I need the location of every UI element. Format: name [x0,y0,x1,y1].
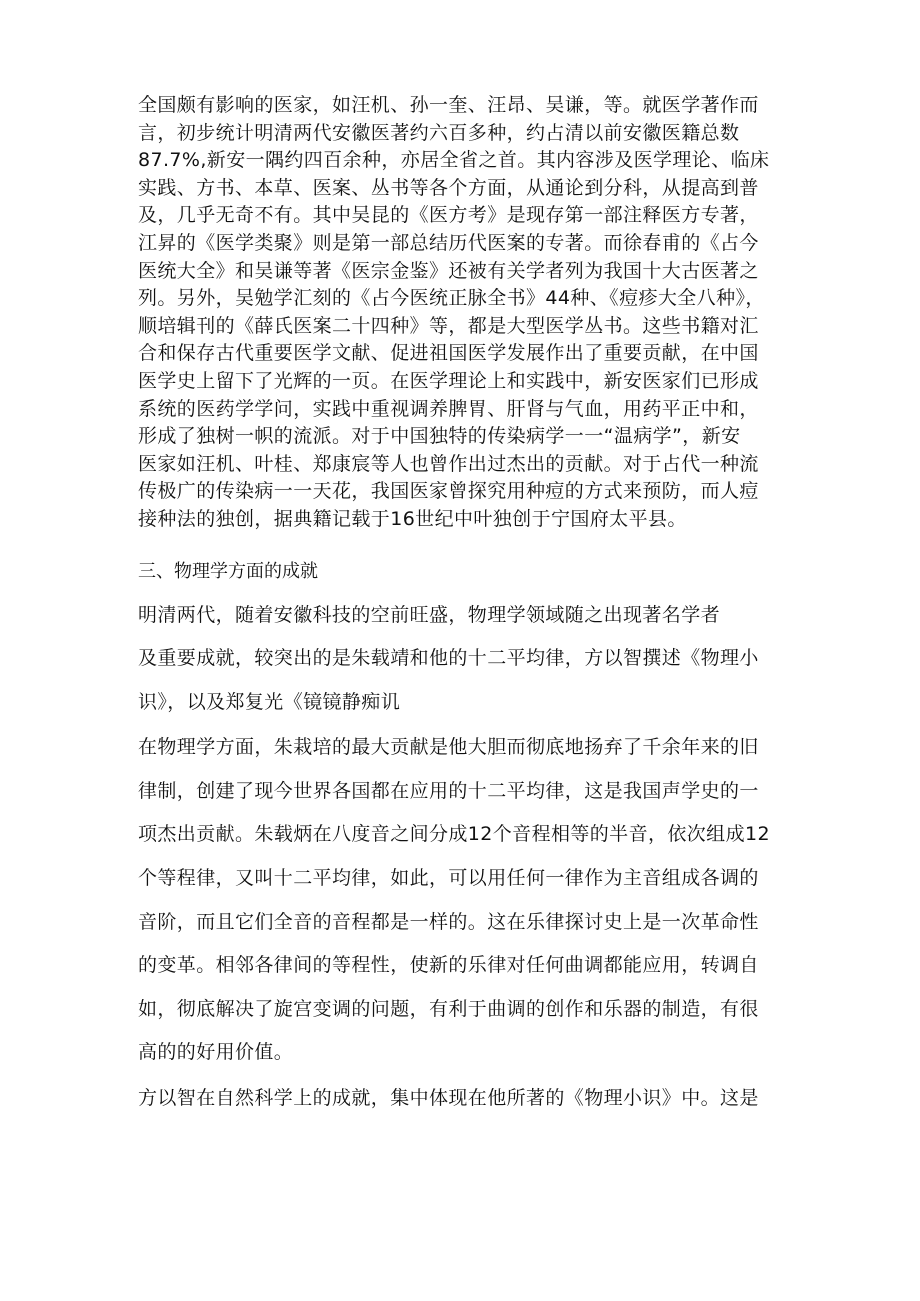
text-line: 形成了独树一帜的流派。对于中国独特的传染病学一一“温病学”，新安 [138,425,741,448]
text-line: 医统大全》和吴谦等著《医宗金鉴》还被有关学者列为我国十大古医著之 [138,259,759,282]
text-line: 个等程律，又叫十二平均律，如此，可以用任何一律作为主音组成各调的 [138,867,759,890]
text-line: 音阶，而且它们全音的音程都是一样的。这在乐律探讨史上是一次革命性 [138,910,759,933]
text-line: 高的的好用价值。 [138,1041,294,1064]
text-line: 方以智在自然科学上的成就，集中体现在他所著的《物理小识》中。这是 [138,1087,759,1110]
text-line: 如，彻底解决了旋宫变调的问题，有利于曲调的创作和乐器的制造，有很 [138,997,759,1020]
text-line: 列。另外，吴勉学汇刻的《占今医统正脉全书》44种、《痘疹大全八种》， [138,287,765,310]
text-line: 合和保存古代重要医学文献、促进祖国医学发展作出了重要贡献，在中国 [138,342,759,365]
fang-yizhi-paragraph [138,1077,788,1121]
text-line: 传极广的传染病一一天花，我国医家曾探究用种痘的方式来预防，而人痘 [138,480,759,503]
text-line: 全国颇有影响的医家，如汪机、孙一奎、汪昂、吴谦，等。就医学著作而 [138,94,759,116]
text-line: 实践、方书、本草、医案、丛书等各个方面，从通论到分科，从提高到普 [138,176,759,199]
physics-intro-paragraph [138,594,788,725]
text-line: 言，初步统计明清两代安徽医著约六百多种，约占清以前安徽医籍总数 [138,121,740,144]
text-line: 江昇的《医学类聚》则是第一部总结历代医案的专著。而徐春甫的《占今 [138,231,759,254]
text-line: 在物理学方面，朱栽培的最大贡献是他大胆而彻底地扬弃了千余年来的旧 [138,736,759,759]
text-line: 顺培辑刊的《薛氏医案二十四种》等，都是大型医学丛书。这些书籍对汇 [138,314,759,337]
text-line: 识》，以及郑复光《镜镜静痴讥 [138,690,401,713]
section-heading: 三、物理学方面的成就 [138,560,318,582]
text-line: 医学史上留下了光辉的一页。在医学理论上和实践中，新安医家们已形成 [138,369,759,392]
text-line: 接种法的独创，据典籍记载于16世纪中叶独创于宁国府太平县。 [138,507,687,530]
medicine-paragraph [138,92,788,534]
text-line: 及，几乎无奇不有。其中吴昆的《医方考》是现存第一部注释医方专著， [138,204,759,227]
text-line: 明清两代，随着安徽科技的空前旺盛，物理学领域随之出现著名学者 [138,603,721,626]
zhu-zaiyu-paragraph [138,726,788,1075]
text-line: 律制，创建了现今世界各国都在应用的十二平均律，这是我国声学史的一 [138,779,759,802]
document-body [138,92,788,1121]
text-line: 系统的医药学学问，实践中重视调养脾胃、肝肾与气血，用药平正中和， [138,397,759,420]
text-line: 项杰出贡献。朱载炳在八度音之间分成12个音程相等的半音，依次组成12 [138,823,770,846]
text-line: 的变革。相邻各律间的等程性，使新的乐律对任何曲调都能应用，转调自 [138,954,759,977]
text-line: 医家如汪机、叶桂、郑康宸等人也曾作出过杰出的贡献。对于占代一种流 [138,452,759,475]
text-line: 及重要成就，较突出的是朱载靖和他的十二平均律，方以智撰述《物理小 [138,647,759,670]
text-line: 87.7%,新安一隅约四百余种，亦居全省之首。其内容涉及医学理论、临床 [138,149,770,172]
